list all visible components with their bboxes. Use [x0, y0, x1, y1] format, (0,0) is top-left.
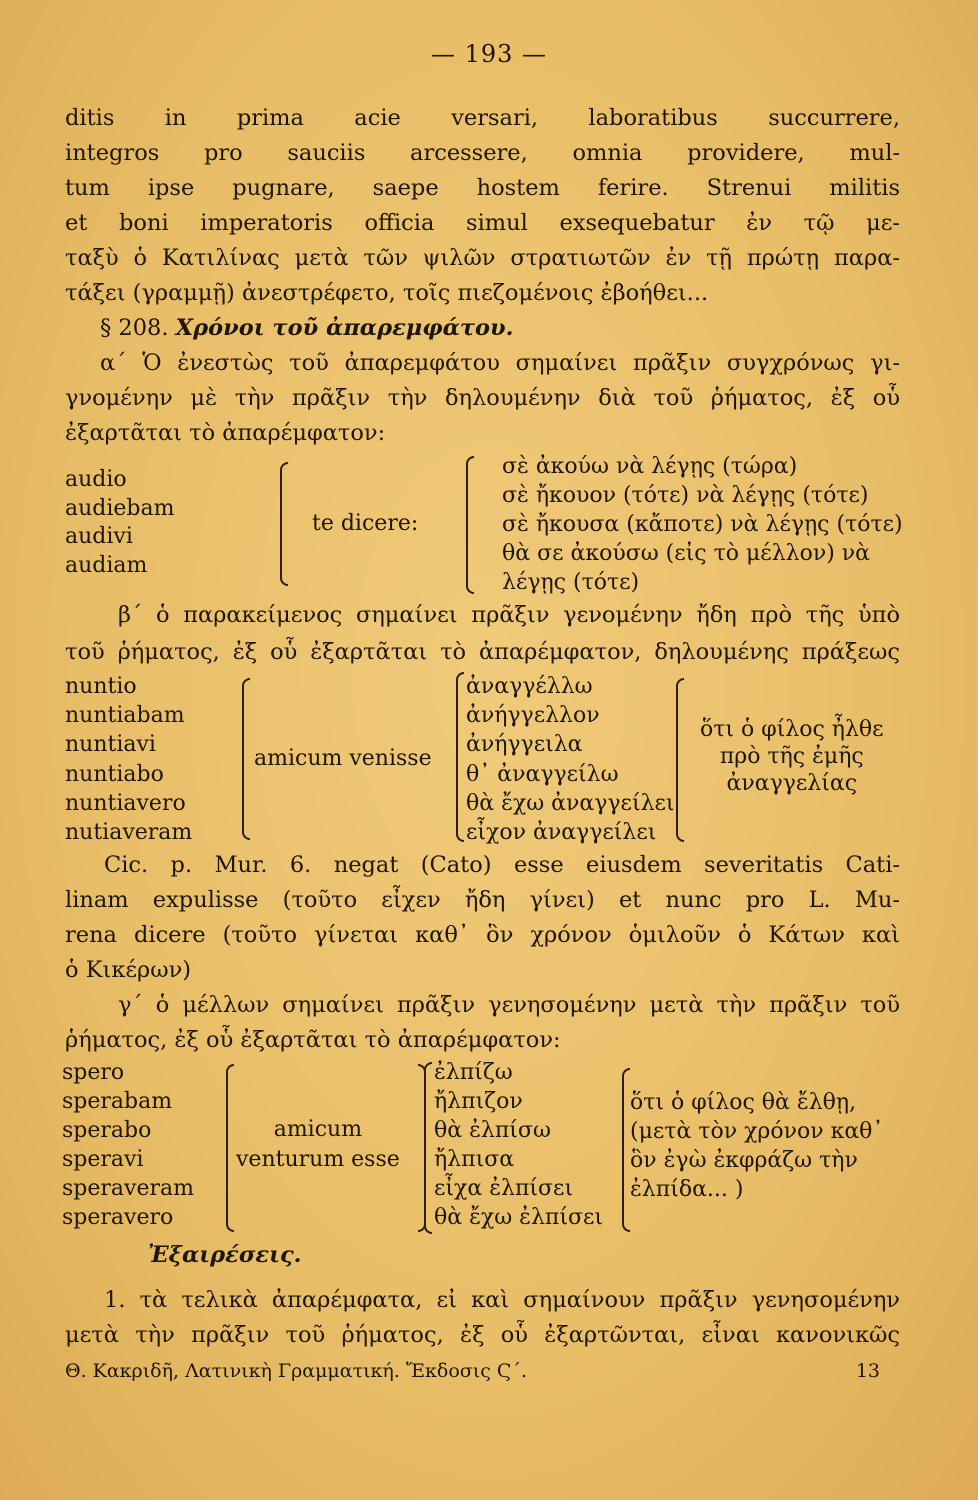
latin-verb: speravi — [62, 1147, 144, 1172]
latin-verb: speravero — [62, 1205, 174, 1230]
greek-translation: θὰ ἔχω ἐλπίσει — [434, 1205, 604, 1230]
alpha-line: α΄ Ὁ ἐνεστὼς τοῦ ἀπαρεμφάτου σημαίνει πρᾶξιν συγχρόνως γι- — [100, 350, 900, 376]
paragraph-line: ditis in prima acie versari, laboratibus succurrere, — [65, 105, 900, 131]
bracket — [242, 678, 250, 840]
greek-translation: σὲ ἤκουον (τότε) νὰ λέγῃς (τότε) — [502, 483, 869, 508]
greek-translation: ἐλπίζω — [434, 1060, 513, 1085]
latin-verb: audiebam — [65, 495, 175, 521]
spero-middle — [236, 1115, 400, 1175]
bracket — [622, 1068, 630, 1232]
paragraph-line: tum ipse pugnare, saepe hostem ferire. Strenui militis — [65, 175, 900, 201]
cic-line: ὁ Κικέρων) — [65, 957, 192, 983]
greek-explanation: πρὸ τῆς ἐμῆς — [719, 744, 864, 769]
nuntio-verbs — [65, 672, 192, 847]
greek-translation: ἤλπισα — [434, 1147, 515, 1172]
greek-translation: ἀνήγγελλον — [466, 703, 600, 729]
spero-verbs — [62, 1058, 194, 1232]
greek-translation: θ᾽ ἀναγγείλω — [466, 761, 619, 787]
latin-verb: sperabam — [62, 1089, 173, 1114]
audio-greek — [502, 452, 903, 597]
greek-translation: σὲ ἀκούω νὰ λέγῃς (τώρα) — [502, 454, 798, 479]
section-heading — [100, 313, 800, 343]
bracket — [226, 1064, 234, 1232]
greek-explanation: ἐλπίδα... ) — [630, 1177, 744, 1202]
greek-translation: λέγῃς (τότε) — [502, 570, 640, 595]
audio-middle: te dicere: — [312, 511, 419, 536]
greek-explanation: ἀναγγελίας — [726, 771, 858, 796]
greek-explanation: ὅτι ὁ φίλος θὰ ἔλθῃ, — [630, 1090, 857, 1115]
latin-phrase: amicum — [273, 1117, 363, 1142]
section-number: § 208. — [100, 315, 169, 341]
nuntio-middle: amicum venisse — [254, 746, 432, 771]
latin-verb: audivi — [65, 524, 133, 549]
bracket — [676, 678, 684, 842]
latin-verb: speraveram — [62, 1176, 194, 1201]
cic-line: Cic. p. Mur. 6. negat (Cato) esse eiusdem severitatis Cati- — [104, 852, 900, 878]
greek-explanation: ὅτι ὁ φίλος ἦλθε — [700, 717, 884, 742]
latin-verb: nutiaveram — [65, 820, 193, 846]
page-number: — 193 — — [430, 40, 548, 68]
greek-translation: εἶχα ἐλπίσει — [434, 1176, 574, 1201]
greek-translation: θὰ σε ἀκούσω (εἰς τὸ μέλλον) νὰ — [502, 541, 871, 566]
latin-phrase: venturum esse — [236, 1147, 400, 1172]
bracket — [466, 456, 474, 594]
cic-line: rena dicere (τοῦτο γίνεται καθ᾽ ὃν χρόνον ὁμιλοῦν ὁ Κάτων καὶ — [65, 922, 900, 948]
latin-verb: spero — [62, 1060, 125, 1085]
latin-verb: nuntiavero — [65, 790, 186, 816]
greek-translation: ἀνήγγειλα — [466, 732, 583, 758]
latin-verb: nuntiavi — [65, 732, 156, 758]
nuntio-greek — [466, 672, 675, 847]
greek-translation: θὰ ἐλπίσω — [434, 1118, 551, 1143]
exception-line: 1. τὰ τελικὰ ἀπαρέμφατα, εἰ καὶ σημαίνουν πρᾶξιν γενησομένην — [104, 1287, 900, 1313]
greek-translation: θὰ ἔχω ἀναγγείλει — [466, 790, 675, 816]
alpha-line: γνομένην μὲ τὴν πρᾶξιν τὴν δηλουμένην διὰ τοῦ ῥήματος, ἐξ οὗ — [65, 385, 900, 411]
latin-verb: nuntiabo — [65, 761, 164, 787]
nuntio-right — [700, 716, 884, 797]
latin-verb: nuntiabam — [65, 703, 185, 729]
paragraph-line: et boni imperatoris officia simul exsequebatur ἐν τῷ με- — [65, 210, 900, 236]
alpha-line: ἐξαρτᾶται τὸ ἀπαρέμφατον: — [65, 420, 386, 446]
gamma-line: ῥήματος, ἐξ οὗ ἐξαρτᾶται τὸ ἀπαρέμφατον: — [65, 1027, 561, 1053]
paragraph-line: ταξὺ ὁ Κατιλίνας μετὰ τῶν ψιλῶν στρατιωτῶν ἐν τῇ πρώτῃ παρα- — [65, 245, 900, 271]
exception-line: μετὰ τὴν πρᾶξιν τοῦ ῥήματος, ἐξ οὗ ἐξαρτῶνται, εἶναι κανονικῶς — [65, 1322, 900, 1348]
section-title: Χρόνοι τοῦ ἀπαρεμφάτου. — [175, 315, 514, 341]
spero-right — [630, 1088, 883, 1204]
paragraph-line: integros pro sauciis arcessere, omnia providere, mul- — [65, 140, 900, 166]
latin-verb: audiam — [65, 552, 148, 578]
latin-verb: audio — [65, 467, 127, 492]
spero-greek — [434, 1058, 603, 1232]
paragraph-line: τάξει (γραμμῇ) ἀνεστρέφετο, τοῖς πιεζομένοις ἐβοήθει... — [65, 280, 709, 306]
bracket — [456, 672, 464, 842]
latin-verb: nuntio — [65, 674, 137, 699]
greek-explanation: (μετὰ τὸν χρόνον καθ᾽ — [630, 1119, 884, 1144]
latin-verb: sperabo — [62, 1118, 152, 1143]
footer-text: Θ. Κακριδῆ, Λατινικὴ Γραμματική. Ἔκδοσις Ϛ΄. — [65, 1360, 527, 1382]
beta-line: τοῦ ῥήματος, ἐξ οὗ ἐξαρτᾶται τὸ ἀπαρέμφατον, δηλουμένης πράξεως — [65, 639, 900, 665]
bracket — [280, 462, 288, 586]
bracket — [424, 1062, 432, 1234]
cic-line: linam expulisse (τοῦτο εἶχεν ἤδη γίνει) et nunc pro L. Mu- — [65, 887, 900, 913]
exceptions-heading: Ἐξαιρέσεις. — [148, 1242, 302, 1268]
gamma-line: γ΄ ὁ μέλλων σημαίνει πρᾶξιν γενησομένην μετὰ τὴν πρᾶξιν τοῦ — [118, 992, 900, 1018]
greek-translation: ἀναγγέλλω — [466, 674, 593, 699]
greek-translation: σὲ ἤκουσα (κἄποτε) νὰ λέγῃς (τότε) — [502, 512, 903, 537]
audio-verbs — [65, 466, 174, 580]
greek-translation: ἤλπιζον — [434, 1089, 523, 1114]
signature-mark: 13 — [855, 1360, 880, 1382]
beta-line: β΄ ὁ παρακείμενος σημαίνει πρᾶξιν γενομένην ἤδη πρὸ τῆς ὑπὸ — [118, 602, 900, 628]
greek-explanation: ὃν ἐγὼ ἐκφράζω τὴν — [630, 1148, 858, 1173]
footer — [65, 1360, 880, 1382]
greek-translation: εἶχον ἀναγγείλει — [466, 820, 657, 846]
